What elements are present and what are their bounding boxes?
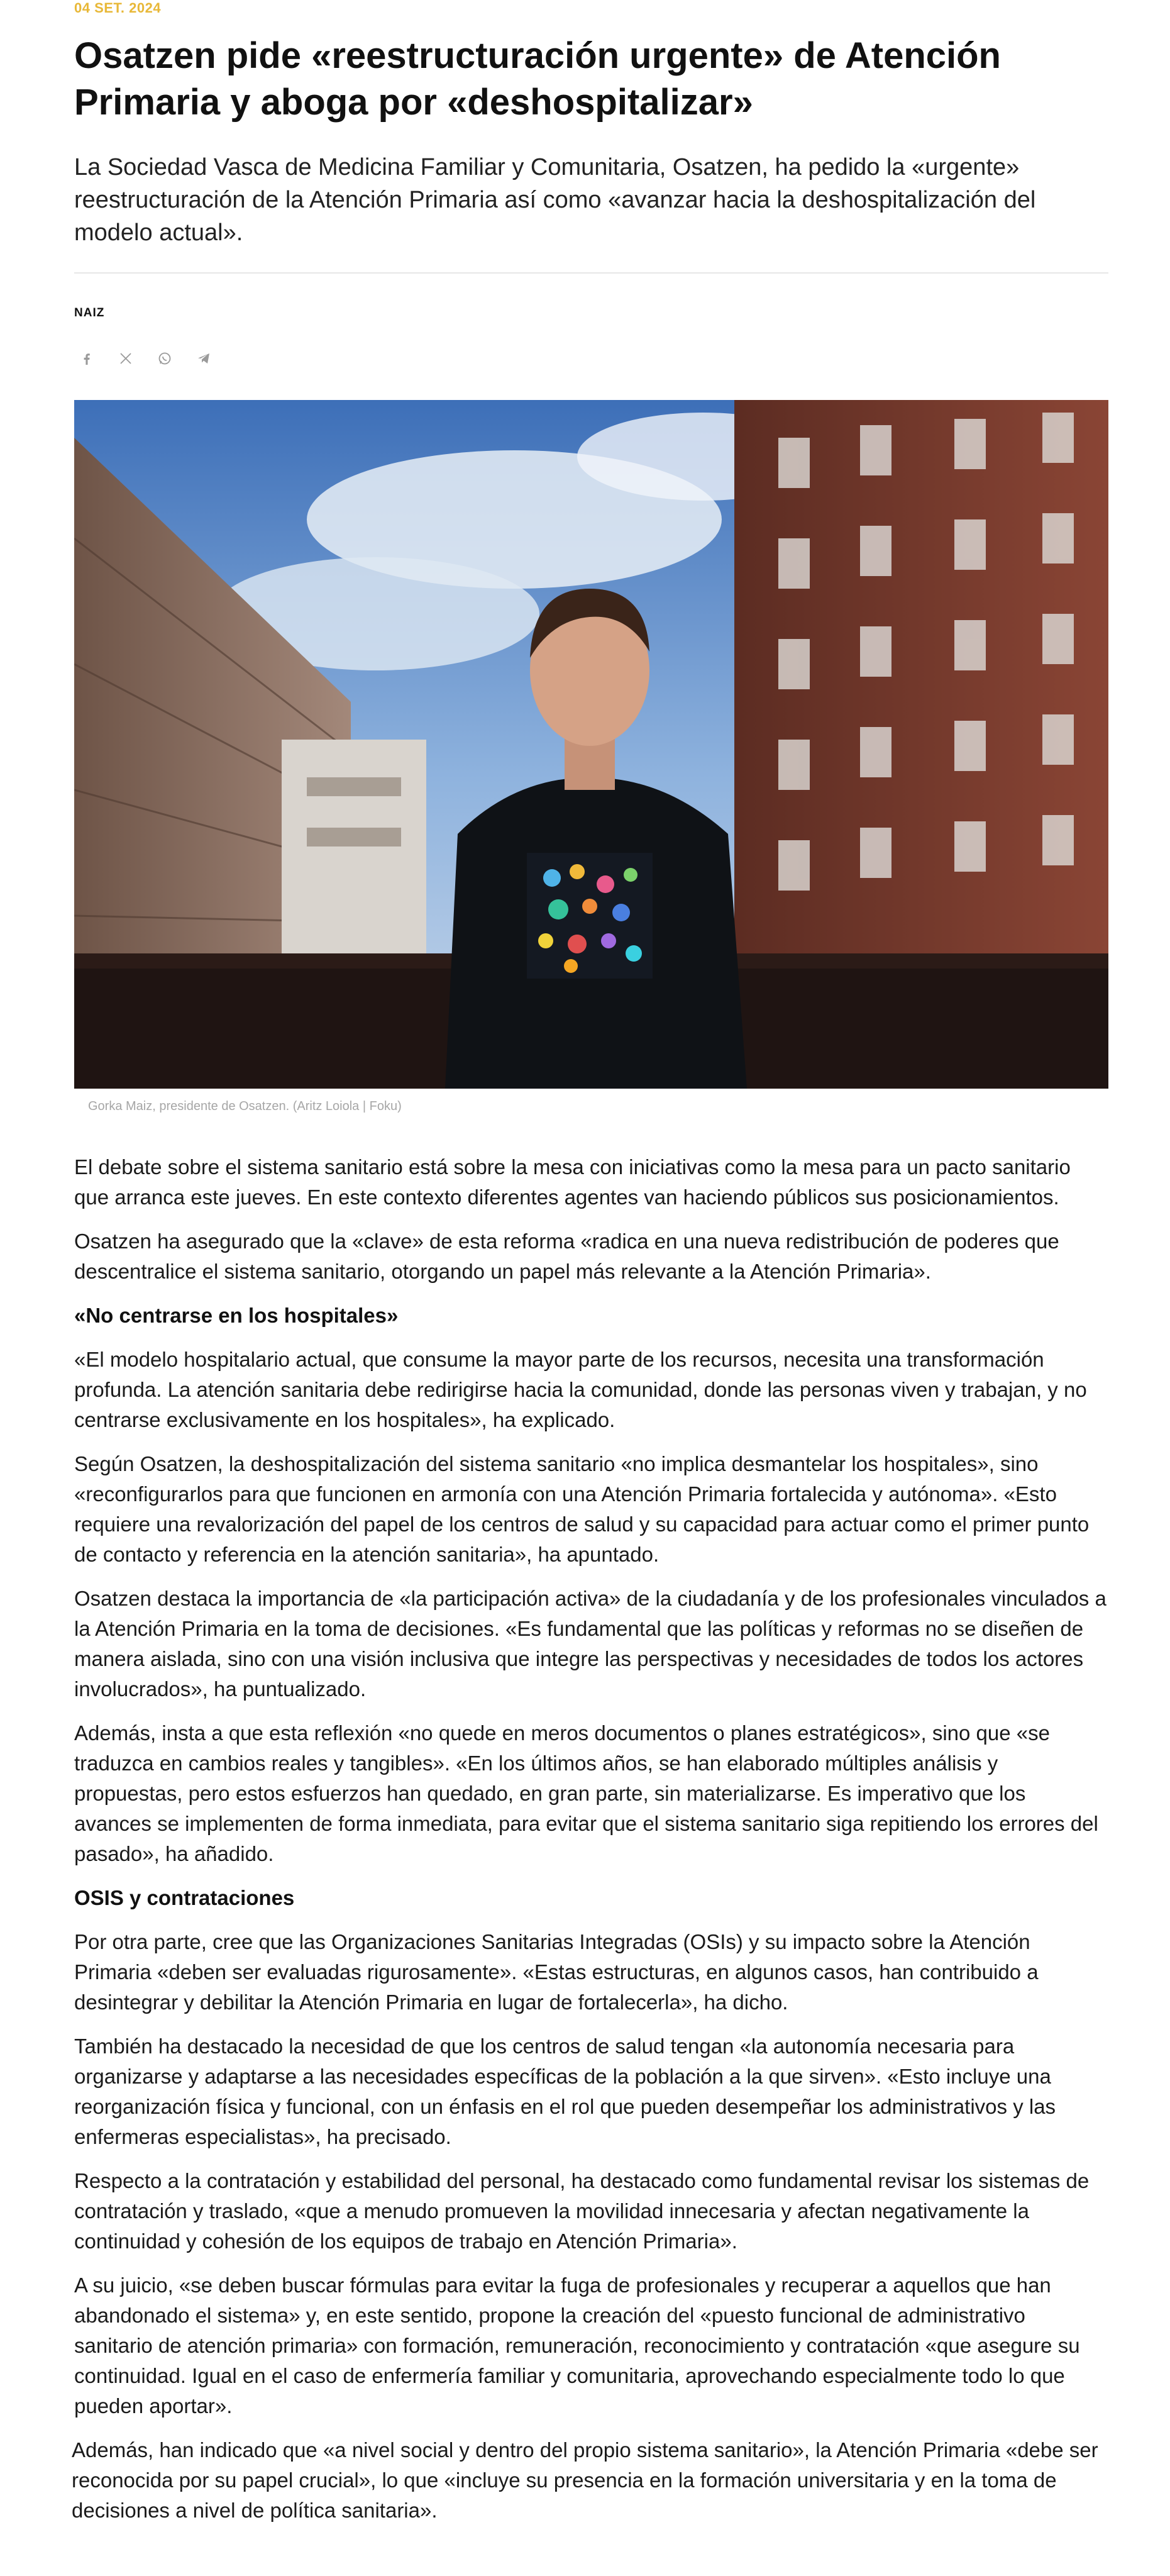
paragraph: También ha destacado la necesidad de que los centros de salud tengan «la autonomía necesaria para organizarse y adaptarse a las necesidades específicas de la población a la que sirven». «Esto incluye una reorganización física y funcional, con un énfasis en el rol que pueden desempeñar los administrativos y las enfermeras especialistas», ha precisado. xyxy=(74,2035,1056,2148)
paragraph: El debate sobre el sistema sanitario está sobre la mesa con iniciativas como la mesa para un pacto sanitario que arranca este jueves. En este contexto diferentes agentes van haciendo públicos sus posicionamientos. xyxy=(74,1155,1071,1209)
photo-caption: Gorka Maiz, presidente de Osatzen. (Aritz Loiola | Foku) xyxy=(88,1099,402,1113)
article-body xyxy=(74,1152,1108,2540)
article-photo xyxy=(74,400,1108,1089)
divider xyxy=(74,272,1108,274)
section-heading: OSIS y contrataciones xyxy=(74,1886,295,1909)
paragraph: «El modelo hospitalario actual, que consume la mayor parte de los recursos, necesita una transformación profunda. La atención sanitaria debe redirigirse hacia la comunidad, donde las personas viven y trabajan, y no centrarse exclusivamente en los hospitales», ha explicado. xyxy=(74,1348,1087,1431)
article-title: Osatzen pide «reestructuración urgente» de Atención Primaria y aboga por «deshospitalizar» xyxy=(74,35,1001,123)
paragraph: Respecto a la contratación y estabilidad del personal, ha destacado como fundamental revisar los sistemas de contratación y traslado, «que a menudo promueven la movilidad innecesaria y afectan negativamente la continuidad y cohesión de los equipos de trabajo en Atención Primaria». xyxy=(74,2169,1090,2253)
whatsapp-icon[interactable] xyxy=(152,346,177,371)
share-bar xyxy=(74,346,216,371)
paragraph: Según Osatzen, la deshospitalización del sistema sanitario «no implica desmantelar los hospitales», sino «reconfigurarlos para que funcionen en armonía con una Atención Primaria fortalecida y autónoma». «Esto requiere una revalorización del papel de los centros de salud y su capacidad para actuar como el primer punto de contacto y referencia en la atención sanitaria», ha apuntado. xyxy=(74,1452,1090,1566)
paragraph: Osatzen ha asegurado que la «clave» de esta reforma «radica en una nueva redistribución de poderes que descentralice el sistema sanitario, otorgando un papel más relevante a la Atención Primaria». xyxy=(74,1230,1059,1283)
paragraph: Por otra parte, cree que las Organizaciones Sanitarias Integradas (OSIs) y su impacto sobre la Atención Primaria «deben ser evaluadas rigurosamente». «Estas estructuras, en algunos casos, han contribuido a desintegrar y debilitar la Atención Primaria en lugar de fortalecerla», ha dicho. xyxy=(74,1930,1039,2014)
article-lead: La Sociedad Vasca de Medicina Familiar y Comunitaria, Osatzen, ha pedido la «urgente» reestructuración de la Atención Primaria así como «avanzar hacia la deshospitalización del modelo actual». xyxy=(74,154,1036,246)
paragraph: A su juicio, «se deben buscar fórmulas para evitar la fuga de profesionales y recuperar a aquellos que han abandonado el sistema» y, en este sentido, propone la creación del «puesto funcional de administrativo sanitario de atención primaria» con formación, remuneración, reconocimiento y contratación «que asegure su continuidad. Igual en el caso de enfermería familiar y comunitaria, aprovechando especialmente todo lo que pueden aportar». xyxy=(74,2273,1080,2418)
x-icon[interactable] xyxy=(113,346,138,371)
telegram-icon[interactable] xyxy=(191,346,216,371)
paragraph: Además, insta a que esta reflexión «no quede en meros documentos o planes estratégicos», sino que «se traduzca en cambios reales y tangibles». «En los últimos años, se han elaborado múltiples análisis y propuestas, pero estos esfuerzos han quedado, en gran parte, sin materializarse. Es imperativo que los avances se implementen de forma inmediata, para evitar que el sistema sanitario siga repitiendo los errores del pasado», ha añadido. xyxy=(74,1721,1098,1865)
article-date: 04 SET. 2024 xyxy=(74,0,162,16)
section-heading: «No centrarse en los hospitales» xyxy=(74,1304,399,1327)
facebook-icon[interactable] xyxy=(74,346,99,371)
article-author[interactable]: NAIZ xyxy=(74,306,105,319)
paragraph: Osatzen destaca la importancia de «la participación activa» de la ciudadanía y de los profesionales vinculados a la Atención Primaria en la toma de decisiones. «Es fundamental que las políticas y reformas no se diseñen de manera aislada, sino con una visión inclusiva que integre las perspectivas y necesidades de todos los actores involucrados», ha puntualizado. xyxy=(74,1587,1107,1701)
paragraph: Además, han indicado que «a nivel social y dentro del propio sistema sanitario», la Atención Primaria «debe ser reconocida por su papel crucial», lo que «incluye su presencia en la formación universitaria y en la toma de decisiones a nivel de política sanitaria». xyxy=(72,2438,1098,2522)
